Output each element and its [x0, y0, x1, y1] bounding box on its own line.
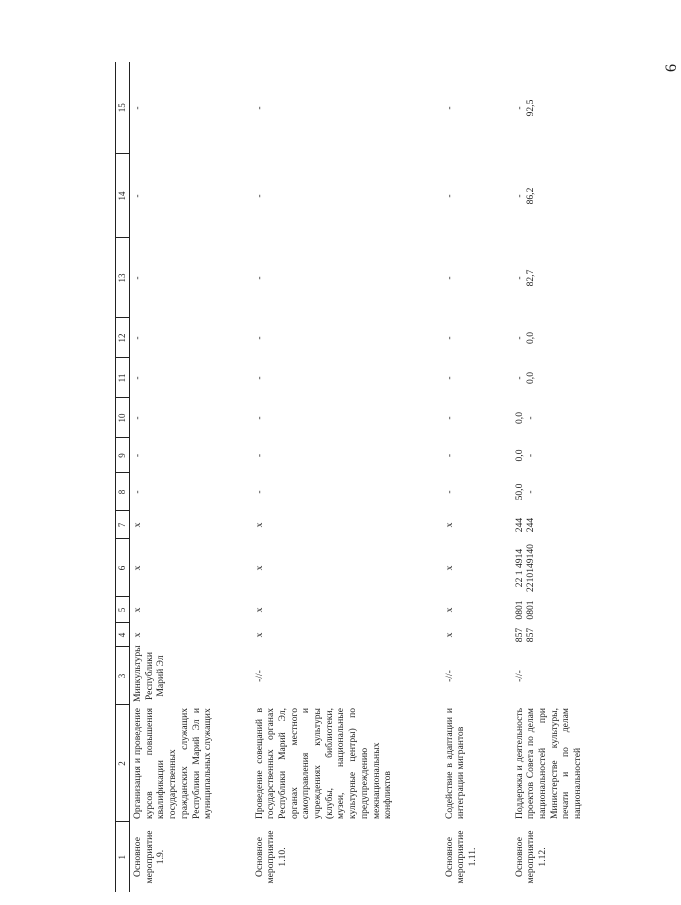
table-cell: - 82,7 [513, 269, 537, 287]
table-cell: Организация и проведение курсов повышения квалификации государственных гражданских служащих Республики Марий Эл и муниципальных служащих [130, 705, 252, 822]
table-cell: Минкультуры Республики Марий Эл [130, 647, 252, 705]
header-row [116, 62, 130, 892]
table-cell: Проведение совещаний в государственных органах Республики Марий Эл, органах местного самоуправления и учреждениях культуры (клубы, библиотеки, музеи, национальные культурные центры) по предупреждению межнациональных конфликтов [253, 708, 394, 819]
col-header: 2 [116, 705, 130, 822]
table-cell: х [253, 565, 265, 571]
table-cell: - [443, 416, 455, 420]
table-cell: - [443, 276, 455, 280]
table-cell: - 0,0 [513, 372, 537, 384]
table-cell: - [443, 453, 455, 458]
program-table [115, 62, 662, 892]
table-cell: х [130, 623, 252, 647]
table-cell: - [130, 358, 252, 398]
col-header: 1 [116, 822, 130, 892]
table-cell: - [253, 376, 265, 380]
table-cell: - 92,5 [513, 99, 537, 117]
table-cell: - [130, 318, 252, 358]
table-cell: - [130, 473, 252, 511]
table-cell: - [253, 194, 265, 198]
table-cell: х [130, 511, 252, 539]
table-cell: 50,0 - [513, 483, 537, 501]
table-cell: х [443, 607, 455, 613]
rotated-table-container [115, 62, 635, 892]
table-cell: -//- [513, 670, 525, 682]
col-header: 6 [116, 539, 130, 597]
table-cell: Основное мероприятие 1.9. [130, 822, 252, 892]
table-cell: - 86,2 [513, 187, 537, 205]
table-cell: х [253, 607, 265, 613]
table-cell: - [443, 490, 455, 494]
table-cell: - [130, 398, 252, 438]
table-row [512, 62, 662, 892]
col-header: 8 [116, 473, 130, 511]
col-header: 15 [116, 62, 130, 154]
table-cell: - [130, 62, 252, 154]
col-header: 3 [116, 647, 130, 705]
col-header: 9 [116, 438, 130, 473]
table-cell: -//- [443, 670, 455, 682]
table-cell: - [130, 154, 252, 238]
table-cell: Содействие в адаптации и интеграции мигрантов [443, 708, 467, 819]
table-cell: х [443, 565, 455, 571]
table-row [442, 62, 512, 892]
col-header: 5 [116, 597, 130, 623]
table-cell: - [253, 276, 265, 280]
table-cell: 0,0 - [513, 449, 537, 462]
col-header: 7 [116, 511, 130, 539]
table-cell: х [253, 522, 265, 528]
table-cell: - [130, 238, 252, 318]
table-cell: Основное мероприятие 1.11. [443, 830, 478, 884]
table-cell: - [253, 106, 265, 110]
table-cell: Основное мероприятие 1.10. [253, 830, 288, 884]
table-cell: - [130, 438, 252, 473]
table-cell: 244 244 [513, 517, 537, 533]
table-cell: Поддержка и деятельность проектов Совета по делам национальностей при Министерстве культуры, печати и по делам национальностей [513, 708, 584, 819]
table-cell: 22 1 4914 2210149140 [513, 544, 537, 592]
col-header: 13 [116, 238, 130, 318]
table-cell: - 0,0 [513, 332, 537, 344]
table-cell: 0,0 - [513, 412, 537, 424]
table-cell: - [253, 490, 265, 494]
col-header: 10 [116, 398, 130, 438]
table-cell: х [130, 539, 252, 597]
table-cell: 0801 0801 [513, 600, 537, 620]
table-cell: - [253, 453, 265, 458]
col-header: 4 [116, 623, 130, 647]
col-header: 12 [116, 318, 130, 358]
table-row [252, 62, 442, 892]
table-cell: - [443, 336, 455, 340]
table-cell: -//- [253, 670, 265, 682]
table-cell: х [130, 597, 252, 623]
table-cell: - [443, 376, 455, 380]
table-row [130, 62, 252, 892]
col-header: 14 [116, 154, 130, 238]
table-cell: х [443, 632, 455, 638]
table-cell: Основное мероприятие 1.12. [513, 830, 548, 884]
table-cell: - [253, 336, 265, 340]
table-cell: х [443, 522, 455, 528]
table-cell: - [443, 106, 455, 110]
page-number: 6 [663, 64, 680, 72]
table-cell: - [443, 194, 455, 198]
table-cell: 857 857 [513, 627, 537, 643]
table-cell: - [253, 416, 265, 420]
col-header: 11 [116, 358, 130, 398]
table-cell: х [253, 632, 265, 638]
